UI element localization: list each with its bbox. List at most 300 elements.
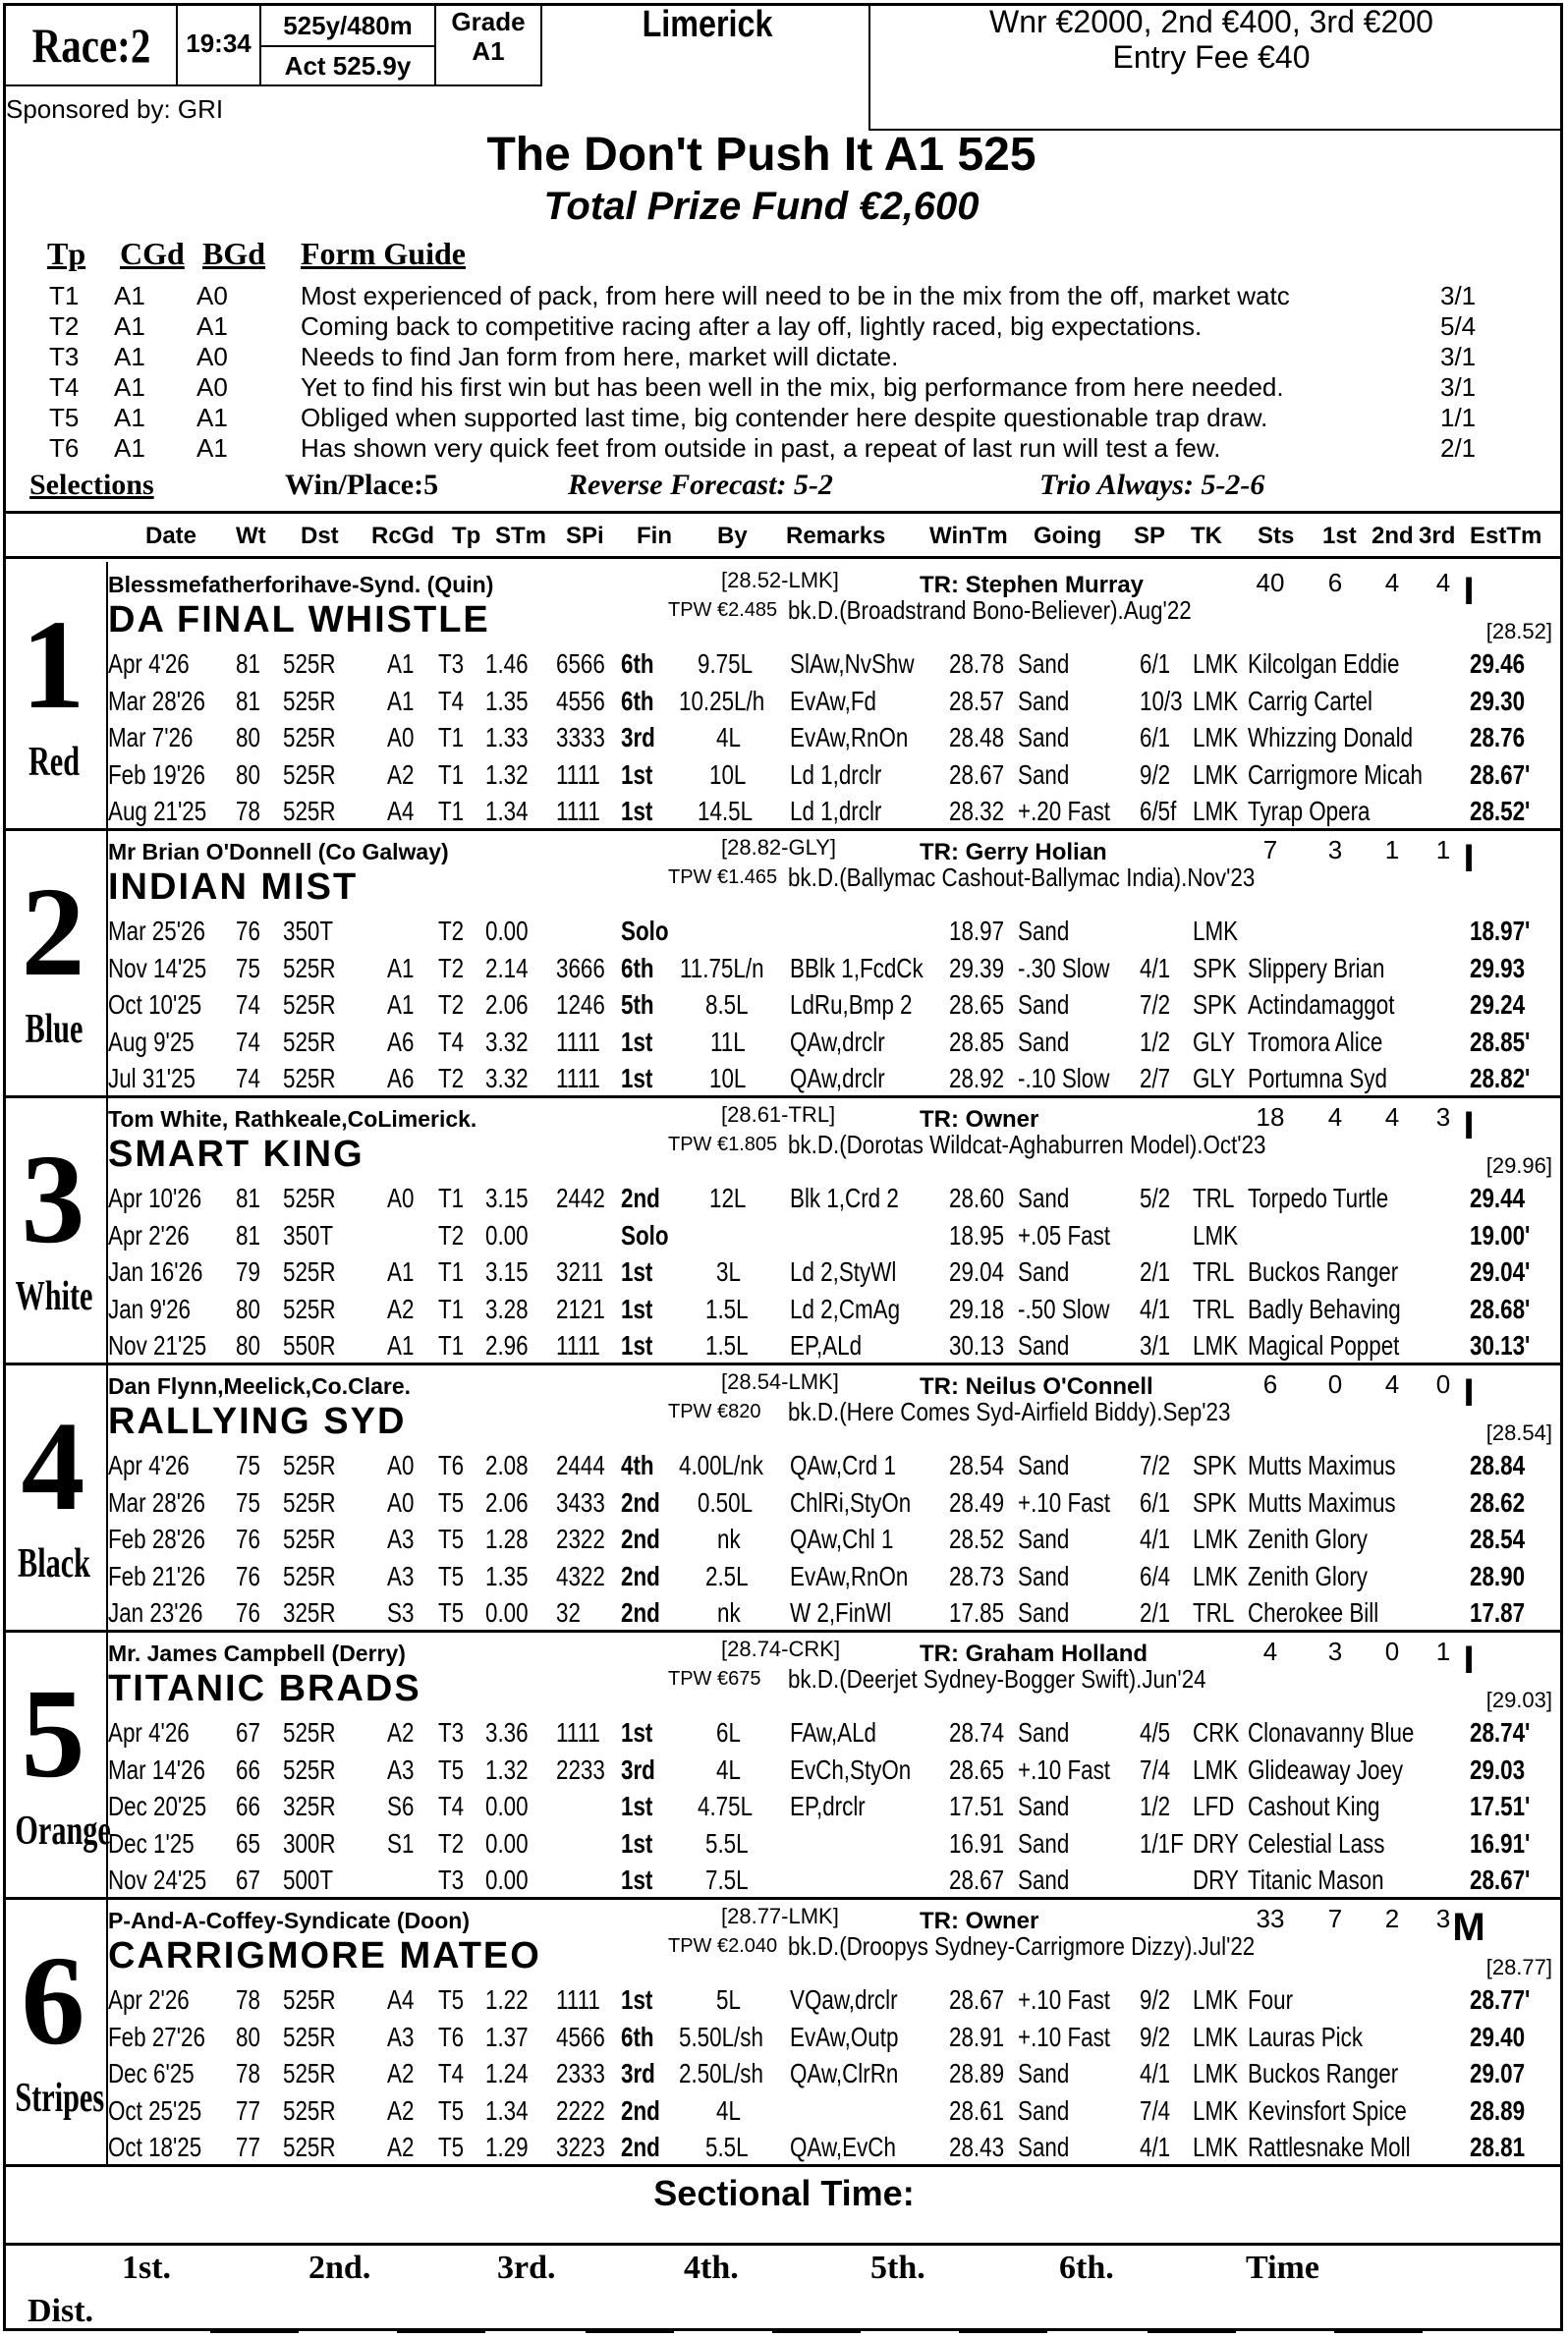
form-date: [108, 1256, 227, 1288]
form-date-text: Mar 28'26: [108, 1486, 205, 1518]
form-wintm-text: 28.48: [949, 722, 1005, 752]
form-wintm: [949, 796, 1018, 827]
form-fin: [621, 1450, 662, 1481]
form-remarks: [790, 1256, 923, 1288]
form-wintm: [949, 2022, 1018, 2053]
form-winner: [1248, 2022, 1391, 2053]
form-guide-cgd: A1: [114, 311, 145, 341]
column-header: 2nd: [1372, 523, 1414, 549]
form-fin-text: 1st: [621, 1293, 653, 1324]
dog-name: RALLYING SYD: [108, 1401, 407, 1442]
form-wt: [236, 1487, 266, 1519]
form-esttm: [1470, 916, 1545, 947]
form-remarks: [790, 953, 957, 984]
form-sp-text: 9/2: [1140, 1984, 1171, 2015]
form-dst-text: 525R: [283, 1524, 336, 1554]
form-tp-text: T4: [438, 1791, 465, 1821]
trainer-name: TR: Neilus O'Connell: [920, 1373, 1153, 1400]
dog-name: TITANIC BRADS: [108, 1668, 421, 1709]
form-winner-text: Magical Poppet: [1248, 1330, 1400, 1361]
form-spi: [556, 1524, 617, 1555]
form-winner-text: Mutts Maximus: [1248, 1450, 1396, 1480]
form-fin: [621, 722, 664, 753]
form-going: [1018, 1828, 1082, 1860]
form-esttm: [1470, 2095, 1539, 2127]
form-fin-text: 1st: [621, 1026, 653, 1057]
form-remarks-text: Ld 1,drclr: [790, 796, 882, 826]
form-stm-text: 1.32: [485, 758, 529, 790]
form-date: [108, 989, 225, 1021]
thirds-count: 1: [1435, 1637, 1451, 1666]
form-fin-text: 3rd: [621, 2058, 655, 2088]
result-entry-line[interactable]: [210, 2330, 299, 2333]
form-tk: [1193, 1294, 1245, 1325]
form-going-text: Sand: [1018, 1717, 1070, 1748]
form-esttm-text: 29.44: [1470, 1183, 1526, 1213]
trap-number: 5: [21, 1663, 85, 1805]
form-remarks-text: SlAw,NvShw: [790, 648, 915, 679]
best-time: [28.77]: [1485, 1955, 1552, 1979]
form-remarks: [790, 1754, 941, 1786]
trap-colour: Blue: [25, 1007, 84, 1052]
form-guide-row: [0, 403, 1568, 434]
form-stm-text: 2.96: [485, 1330, 529, 1361]
form-dst: [283, 1450, 349, 1481]
form-wintm-text: 28.78: [949, 648, 1005, 679]
form-stm-text: 1.34: [485, 796, 529, 826]
form-by: [678, 1183, 786, 1214]
form-spi-text: 4566: [556, 2021, 605, 2052]
form-dst-text: 525R: [283, 2132, 336, 2162]
form-rcgd: [387, 686, 420, 717]
form-winner: [1248, 1487, 1432, 1519]
form-wt-text: 75: [236, 952, 260, 983]
column-header: TK: [1191, 523, 1222, 549]
form-esttm-text: 28.77': [1470, 1984, 1531, 2015]
form-wintm: [949, 916, 1018, 947]
form-date: [108, 1220, 209, 1252]
form-spi: [556, 1183, 617, 1214]
form-fin: [621, 916, 681, 947]
form-date-text: Nov 14'25: [108, 952, 207, 983]
form-esttm-text: 30.13': [1470, 1330, 1531, 1361]
form-date-text: Apr 4'26: [108, 1450, 190, 1480]
form-date-text: Aug 21'25: [108, 796, 207, 826]
form-fin: [621, 648, 662, 680]
form-rcgd-text: A3: [387, 1560, 415, 1591]
form-sp-text: 9/2: [1140, 2021, 1171, 2052]
form-wt: [236, 1717, 266, 1749]
form-guide-header-guide: Form Guide: [301, 236, 466, 271]
form-going-text: Sand: [1018, 648, 1070, 679]
form-date-text: Apr 2'26: [108, 1219, 190, 1251]
form-esttm: [1470, 1597, 1539, 1629]
form-winner-text: Torpedo Turtle: [1248, 1183, 1389, 1213]
form-tp-text: T1: [438, 1183, 465, 1213]
form-remarks: [790, 648, 945, 680]
form-stm: [485, 1183, 539, 1214]
form-remarks: [790, 1524, 920, 1555]
form-rcgd-text: S3: [387, 1597, 415, 1628]
form-remarks-text: W 2,FinWl: [790, 1597, 892, 1628]
form-esttm-text: 28.82': [1470, 1063, 1531, 1093]
form-wt: [236, 2095, 266, 2127]
form-guide-tp: T3: [49, 342, 80, 371]
form-wt: [236, 1754, 266, 1786]
runner-block: [0, 1898, 1568, 2167]
trainer-name: TR: Owner: [920, 1908, 1039, 1934]
form-wintm: [949, 1183, 1018, 1214]
form-date: [108, 1450, 209, 1481]
form-tk-text: LMK: [1193, 1560, 1239, 1591]
column-header: By: [717, 523, 748, 549]
form-tk: [1193, 2095, 1250, 2127]
result-position-label: 5th.: [870, 2250, 925, 2286]
form-going-text: +.10 Fast: [1018, 1754, 1111, 1785]
form-dst-text: 525R: [283, 989, 336, 1020]
form-winner-text: Cashout King: [1248, 1791, 1380, 1821]
form-winner: [1248, 1063, 1422, 1094]
form-guide-odds: 3/1: [1440, 342, 1477, 371]
runner-block: [0, 829, 1568, 1098]
runner-mark: I: [1463, 1639, 1475, 1682]
form-rcgd-text: S6: [387, 1791, 415, 1821]
form-by-text: 4.75L: [697, 1791, 754, 1821]
form-tp-text: T1: [438, 758, 465, 790]
column-header: Fin: [637, 523, 672, 549]
form-stm-text: 3.15: [485, 1183, 529, 1213]
form-rcgd-text: A2: [387, 2058, 415, 2088]
form-going: [1018, 796, 1134, 827]
breeding: bk.D.(Here Comes Syd-Airfield Biddy).Sep'23: [788, 1397, 1231, 1426]
form-remarks-text: ChlRi,StyOn: [790, 1486, 912, 1518]
form-wintm: [949, 759, 1018, 791]
form-dst-text: 525R: [283, 758, 336, 790]
form-going: [1018, 1183, 1082, 1214]
form-tp: [438, 1063, 471, 1094]
form-spi-text: 2333: [556, 2058, 605, 2088]
form-spi: [556, 759, 611, 791]
form-rcgd: [387, 1717, 420, 1749]
form-date: [108, 1791, 231, 1822]
form-sp-text: 6/1: [1140, 648, 1171, 679]
form-going-text: Sand: [1018, 2132, 1070, 2162]
form-winner-text: Cherokee Bill: [1248, 1597, 1379, 1628]
form-wintm: [949, 1487, 1018, 1519]
result-entry-line[interactable]: [1334, 2330, 1423, 2333]
form-tk: [1193, 2132, 1250, 2163]
form-tp: [438, 1984, 471, 2016]
form-spi-text: 3211: [556, 1256, 604, 1287]
form-wt-text: 78: [236, 1984, 260, 2015]
form-stm: [485, 1256, 539, 1288]
form-rcgd-text: A0: [387, 1450, 415, 1480]
form-remarks-text: FAw,ALd: [790, 1717, 877, 1748]
form-stm: [485, 1220, 539, 1252]
form-fin: [621, 2058, 664, 2089]
form-rcgd-text: A2: [387, 758, 415, 790]
form-by: [678, 2058, 786, 2089]
form-dst-text: 525R: [283, 1256, 336, 1287]
form-fin: [621, 2022, 662, 2053]
form-remarks-text: EvAw,RnOn: [790, 722, 909, 752]
form-dst: [283, 1524, 349, 1555]
form-spi: [556, 989, 617, 1021]
tpw: TPW €2.485: [668, 599, 778, 621]
form-tk: [1193, 1524, 1250, 1555]
form-date: [108, 1597, 227, 1629]
form-row: [0, 1027, 1568, 1064]
form-rcgd-text: A2: [387, 2132, 415, 2162]
form-by: [678, 1027, 786, 1058]
form-spi: [556, 1256, 615, 1288]
form-dst-text: 525R: [283, 1450, 336, 1480]
form-stm-text: 1.29: [485, 2132, 529, 2162]
form-esttm-text: 17.51': [1470, 1791, 1531, 1821]
form-by: [678, 2022, 786, 2053]
form-winner-text: Buckos Ranger: [1248, 1256, 1399, 1287]
form-going-text: Sand: [1018, 2058, 1070, 2088]
form-spi: [556, 953, 617, 984]
form-dst-text: 350T: [283, 1219, 334, 1251]
form-stm-text: 2.14: [485, 952, 529, 983]
form-wt-text: 80: [236, 722, 260, 752]
seconds-count: 2: [1384, 1904, 1400, 1933]
form-esttm-text: 29.07: [1470, 2058, 1526, 2088]
form-sp-text: 4/1: [1140, 1293, 1171, 1324]
form-going-text: Sand: [1018, 1865, 1070, 1895]
trainer-name: TR: Stephen Murray: [920, 572, 1145, 598]
form-esttm: [1470, 1487, 1539, 1519]
form-date-text: Dec 6'25: [108, 2058, 195, 2088]
form-tk-text: LFD: [1193, 1791, 1235, 1821]
form-winner: [1248, 1294, 1439, 1325]
form-remarks-text: EvAw,Outp: [790, 2021, 899, 2052]
column-header: 3rd: [1419, 523, 1456, 549]
form-wintm-text: 28.89: [949, 2058, 1005, 2088]
form-dst-text: 525R: [283, 1984, 336, 2015]
form-tp-text: T1: [438, 796, 465, 826]
form-fin-text: 3rd: [621, 1754, 655, 1785]
form-winner: [1248, 1754, 1442, 1786]
trap-colour: Black: [18, 1541, 90, 1586]
form-esttm-text: 29.24: [1470, 989, 1526, 1020]
seconds-count: 0: [1384, 1637, 1400, 1666]
form-spi: [556, 1027, 611, 1058]
tpw: TPW €675: [668, 1668, 761, 1690]
form-tk: [1193, 1027, 1246, 1058]
form-tp: [438, 759, 471, 791]
form-tp-text: T5: [438, 2094, 465, 2126]
form-going-text: -.50 Slow: [1018, 1293, 1110, 1324]
form-rcgd: [387, 989, 420, 1021]
form-wt-text: 76: [236, 1524, 260, 1554]
form-guide-cgd: A1: [114, 433, 145, 463]
form-tp: [438, 686, 471, 717]
owner-name: Dan Flynn,Meelick,Co.Clare.: [108, 1373, 412, 1399]
form-wt: [236, 1984, 266, 2016]
result-entry-line[interactable]: [959, 2330, 1047, 2333]
result-entry-line[interactable]: [1148, 2330, 1236, 2333]
form-winner: [1248, 989, 1431, 1021]
form-by-text: 4.00L/nk: [679, 1450, 764, 1480]
best-time: [28.54]: [1485, 1420, 1552, 1445]
form-fin: [621, 1256, 660, 1288]
form-tk: [1193, 1791, 1245, 1822]
form-tp: [438, 1865, 471, 1896]
form-dst: [283, 686, 349, 717]
form-rcgd: [387, 1063, 420, 1094]
form-winner: [1248, 1524, 1398, 1555]
form-going: [1018, 1561, 1082, 1592]
form-remarks: [790, 1791, 884, 1822]
form-spi-text: 2233: [556, 1754, 605, 1785]
form-stm-text: 1.46: [485, 648, 529, 679]
form-esttm: [1470, 1524, 1539, 1555]
form-date: [108, 759, 230, 791]
win-place: Win/Place:5: [285, 469, 439, 501]
form-spi: [556, 1561, 617, 1592]
form-rcgd: [387, 722, 420, 753]
trainer-name: TR: Gerry Holian: [920, 839, 1107, 865]
form-tp: [438, 1561, 471, 1592]
form-stm: [485, 1984, 539, 2016]
starts-count: 6: [1262, 1369, 1278, 1399]
form-sp-text: 4/1: [1140, 2058, 1171, 2088]
form-winner-text: Tromora Alice: [1248, 1026, 1383, 1057]
form-wintm-text: 28.60: [949, 1183, 1005, 1213]
form-wintm: [949, 2132, 1018, 2163]
form-wintm-text: 18.95: [949, 1219, 1005, 1251]
form-guide-cgd: A1: [114, 342, 145, 371]
form-tp-text: T5: [438, 2132, 465, 2162]
form-esttm-text: 28.67': [1470, 1865, 1531, 1895]
form-rcgd: [387, 1487, 420, 1519]
form-dst-text: 525R: [283, 796, 336, 826]
form-rcgd: [387, 1183, 420, 1214]
form-sp: [1140, 1597, 1178, 1629]
result-entry-line[interactable]: [772, 2330, 861, 2333]
form-fin: [621, 1220, 681, 1252]
form-sp: [1140, 2095, 1178, 2127]
form-rcgd: [387, 2095, 420, 2127]
column-header: Sts: [1258, 523, 1295, 549]
trio-always: Trio Always: 5-2-6: [1039, 469, 1265, 501]
form-stm: [485, 722, 539, 753]
form-dst: [283, 2058, 349, 2089]
form-spi-text: 2442: [556, 1183, 605, 1213]
form-stm: [485, 759, 539, 791]
prize-breakdown: Wnr €2000, 2nd €400, 3rd €200: [989, 4, 1433, 39]
form-esttm-text: 29.03: [1470, 1754, 1526, 1785]
form-sp-text: 2/1: [1140, 1597, 1171, 1628]
form-spi-text: 3433: [556, 1486, 605, 1518]
form-tp: [438, 1330, 471, 1362]
form-tp-text: T1: [438, 1293, 465, 1324]
form-row: [0, 1828, 1568, 1865]
form-wintm-text: 28.65: [949, 989, 1005, 1020]
form-wintm: [949, 1294, 1018, 1325]
result-entry-line[interactable]: [586, 2330, 674, 2333]
form-wt: [236, 1561, 266, 1592]
form-by-text: 1.5L: [704, 1293, 749, 1324]
form-going-text: Sand: [1018, 1450, 1070, 1480]
form-tp-text: T5: [438, 1524, 465, 1554]
form-date: [108, 916, 230, 947]
form-by-text: 10.25L/h: [678, 685, 764, 716]
form-stm: [485, 1330, 539, 1362]
form-sp: [1140, 1063, 1178, 1094]
form-fin: [621, 1063, 660, 1094]
form-spi-text: 2121: [556, 1293, 605, 1324]
form-tp-text: T3: [438, 1865, 465, 1895]
form-esttm: [1470, 989, 1539, 1021]
form-stm: [485, 1027, 539, 1058]
trap-divider: [106, 1364, 108, 1631]
form-spi: [556, 2022, 617, 2053]
form-winner-text: Portumna Syd: [1248, 1063, 1387, 1093]
dog-name: DA FINAL WHISTLE: [108, 599, 490, 640]
best-time: [29.03]: [1485, 1688, 1552, 1712]
thirds-count: 4: [1435, 568, 1451, 597]
dog-rating: [28.82-GLY]: [721, 835, 836, 860]
form-tk-text: LMK: [1193, 2094, 1239, 2126]
form-guide-tp: T2: [49, 311, 80, 341]
owner-name: Mr. James Campbell (Derry): [108, 1641, 406, 1666]
form-date: [108, 1027, 216, 1058]
form-guide-cgd: A1: [114, 372, 145, 402]
form-spi-text: 1111: [556, 796, 600, 826]
form-wintm-text: 28.67: [949, 1984, 1005, 2015]
form-tk: [1193, 916, 1250, 947]
form-stm: [485, 2095, 539, 2127]
form-dst: [283, 1865, 346, 1896]
form-tk-text: SPK: [1193, 952, 1237, 983]
form-dst: [283, 1294, 349, 1325]
form-wintm: [949, 1828, 1018, 1860]
form-dst: [283, 916, 346, 947]
form-rcgd: [387, 796, 420, 827]
form-stm: [485, 989, 539, 1021]
form-guide-header-tp: Tp: [47, 236, 86, 271]
result-entry-line[interactable]: [397, 2330, 485, 2333]
form-guide-bgd: A0: [196, 372, 228, 402]
total-prize-fund: Total Prize Fund €2,600: [543, 185, 980, 228]
form-dst-text: 550R: [283, 1330, 336, 1361]
form-remarks: [790, 989, 943, 1021]
form-esttm-text: 28.62: [1470, 1486, 1526, 1518]
form-guide-tp: T6: [49, 433, 80, 463]
form-wt-text: 77: [236, 2132, 260, 2162]
form-guide-text: Obliged when supported last time, big contender here despite questionable trap draw.: [301, 403, 1268, 432]
column-header: Dst: [301, 523, 339, 549]
form-tp-text: T2: [438, 1827, 465, 1859]
form-remarks: [790, 759, 905, 791]
dog-rating: [28.52-LMK]: [721, 568, 839, 592]
form-date-text: Nov 21'25: [108, 1330, 207, 1361]
form-sp: [1140, 2058, 1178, 2089]
form-esttm: [1470, 1063, 1545, 1094]
form-date: [108, 1828, 216, 1860]
form-fin-text: 1st: [621, 1984, 653, 2015]
column-header: SPi: [566, 523, 604, 549]
form-date: [108, 1524, 230, 1555]
form-by-text: 3L: [716, 1256, 742, 1287]
dog-name: SMART KING: [108, 1134, 364, 1175]
form-date: [108, 722, 214, 753]
form-winner: [1248, 1450, 1432, 1481]
form-sp: [1140, 1828, 1195, 1860]
